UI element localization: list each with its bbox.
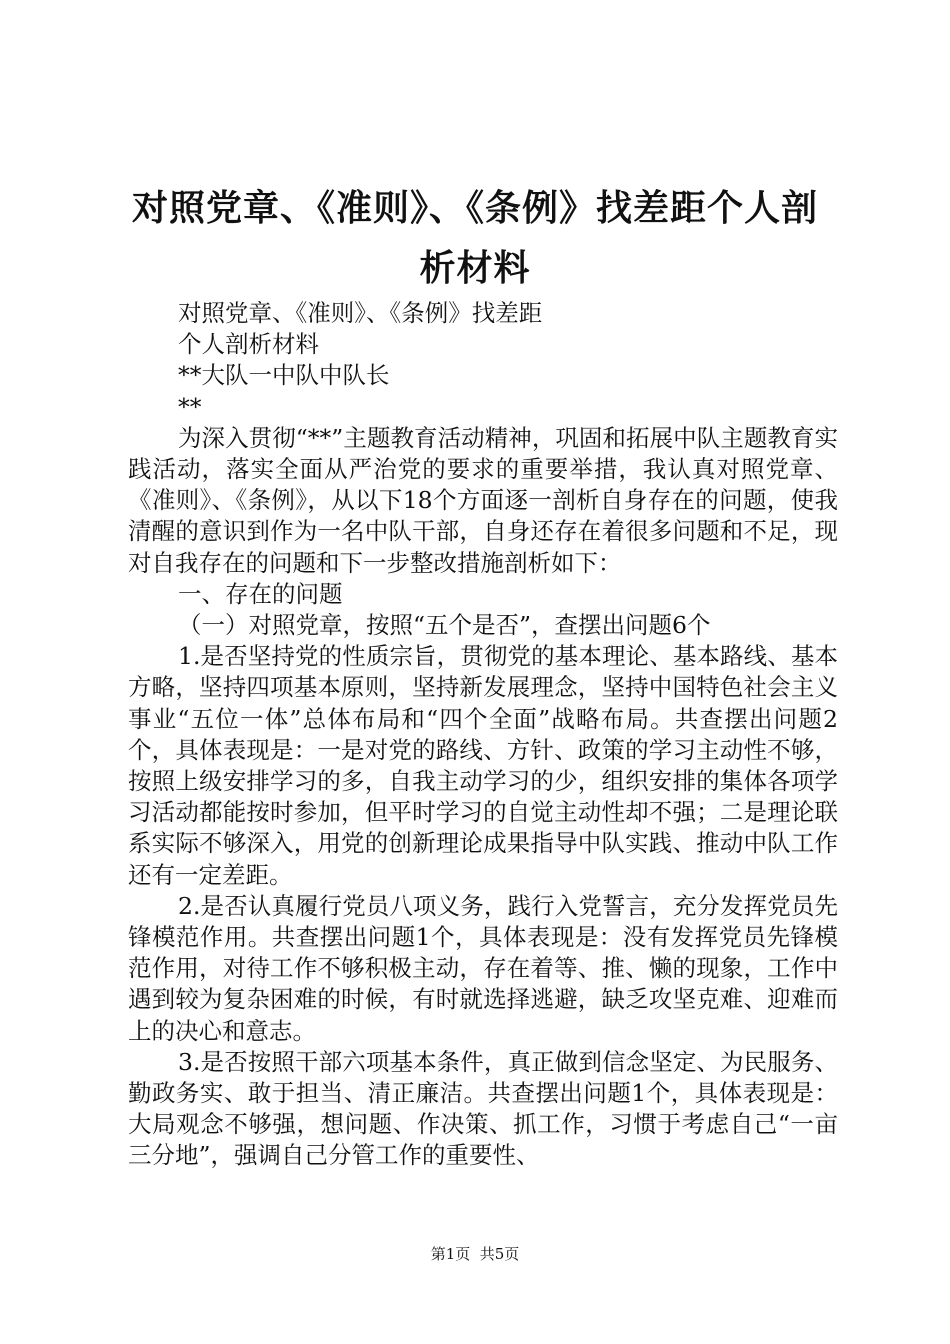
paragraph-item-3: 3.是否按照干部六项基本条件，真正做到信念坚定、为民服务、勤政务实、敢于担当、清正廉洁。共查摆出问题1个，具体表现是：大局观念不够强，想问题、作决策、抓工作，习惯于考虑自己“一亩三分地”，强调自己分管工作的重要性、 — [128, 1047, 838, 1170]
paragraph-item-2: 2.是否认真履行党员八项义务，践行入党誓言，充分发挥党员先锋模范作用。共查摆出问题1个，具体表现是：没有发挥党员先锋模范作用，对待工作不够积极主动，存在着等、推、懒的现象，工作中遇到较为复杂困难的时候，有时就选择逃避，缺乏攻坚克难、迎难而上的决心和意志。 — [128, 891, 838, 1045]
page-footer: 第1页 共5页 — [430, 1245, 520, 1263]
document-body — [128, 298, 838, 1172]
document-title-line-1: 对照党章、《准则》、《条例》找差距个人剖 — [131, 187, 818, 229]
paragraph-intro: 为深入贯彻“**”主题教育活动精神，巩固和拓展中队主题教育实践活动，落实全面从严治党的要求的重要举措，我认真对照党章、《准则》、《条例》，从以下18个方面逐一剖析自身存在的问题，使我清醒的意识到作为一名中队干部，自身还存在着很多问题和不足，现对自我存在的问题和下一步整改措施剖析如下： — [128, 423, 838, 577]
subsection-heading: （一）对照党章，按照“五个是否”，查摆出问题6个 — [178, 611, 711, 640]
section-heading: 一、存在的问题 — [178, 579, 343, 608]
paragraph-author-position: **大队一中队中队长 — [178, 361, 390, 390]
paragraph-item-1: 1.是否坚持党的性质宗旨，贯彻党的基本理论、基本路线、基本方略，坚持四项基本原则，坚持新发展理念，坚持中国特色社会主义事业“五位一体”总体布局和“四个全面”战略布局。共查摆出问题2个，具体表现是：一是对党的路线、方针、政策的学习主动性不够，按照上级安排学习的多，自我主动学习的少，组织安排的集体各项学习活动都能按时参加，但平时学习的自觉主动性却不强；二是理论联系实际不够深入，用党的创新理论成果指导中队实践、推动中队工作还有一定差距。 — [128, 642, 838, 889]
paragraph-subtitle-2: 个人剖析材料 — [178, 330, 319, 359]
paragraph-author-name: ** — [178, 392, 202, 421]
document-title-line-2: 析材料 — [419, 247, 531, 289]
paragraph-subtitle-1: 对照党章、《准则》、《条例》找差距 — [178, 299, 543, 327]
